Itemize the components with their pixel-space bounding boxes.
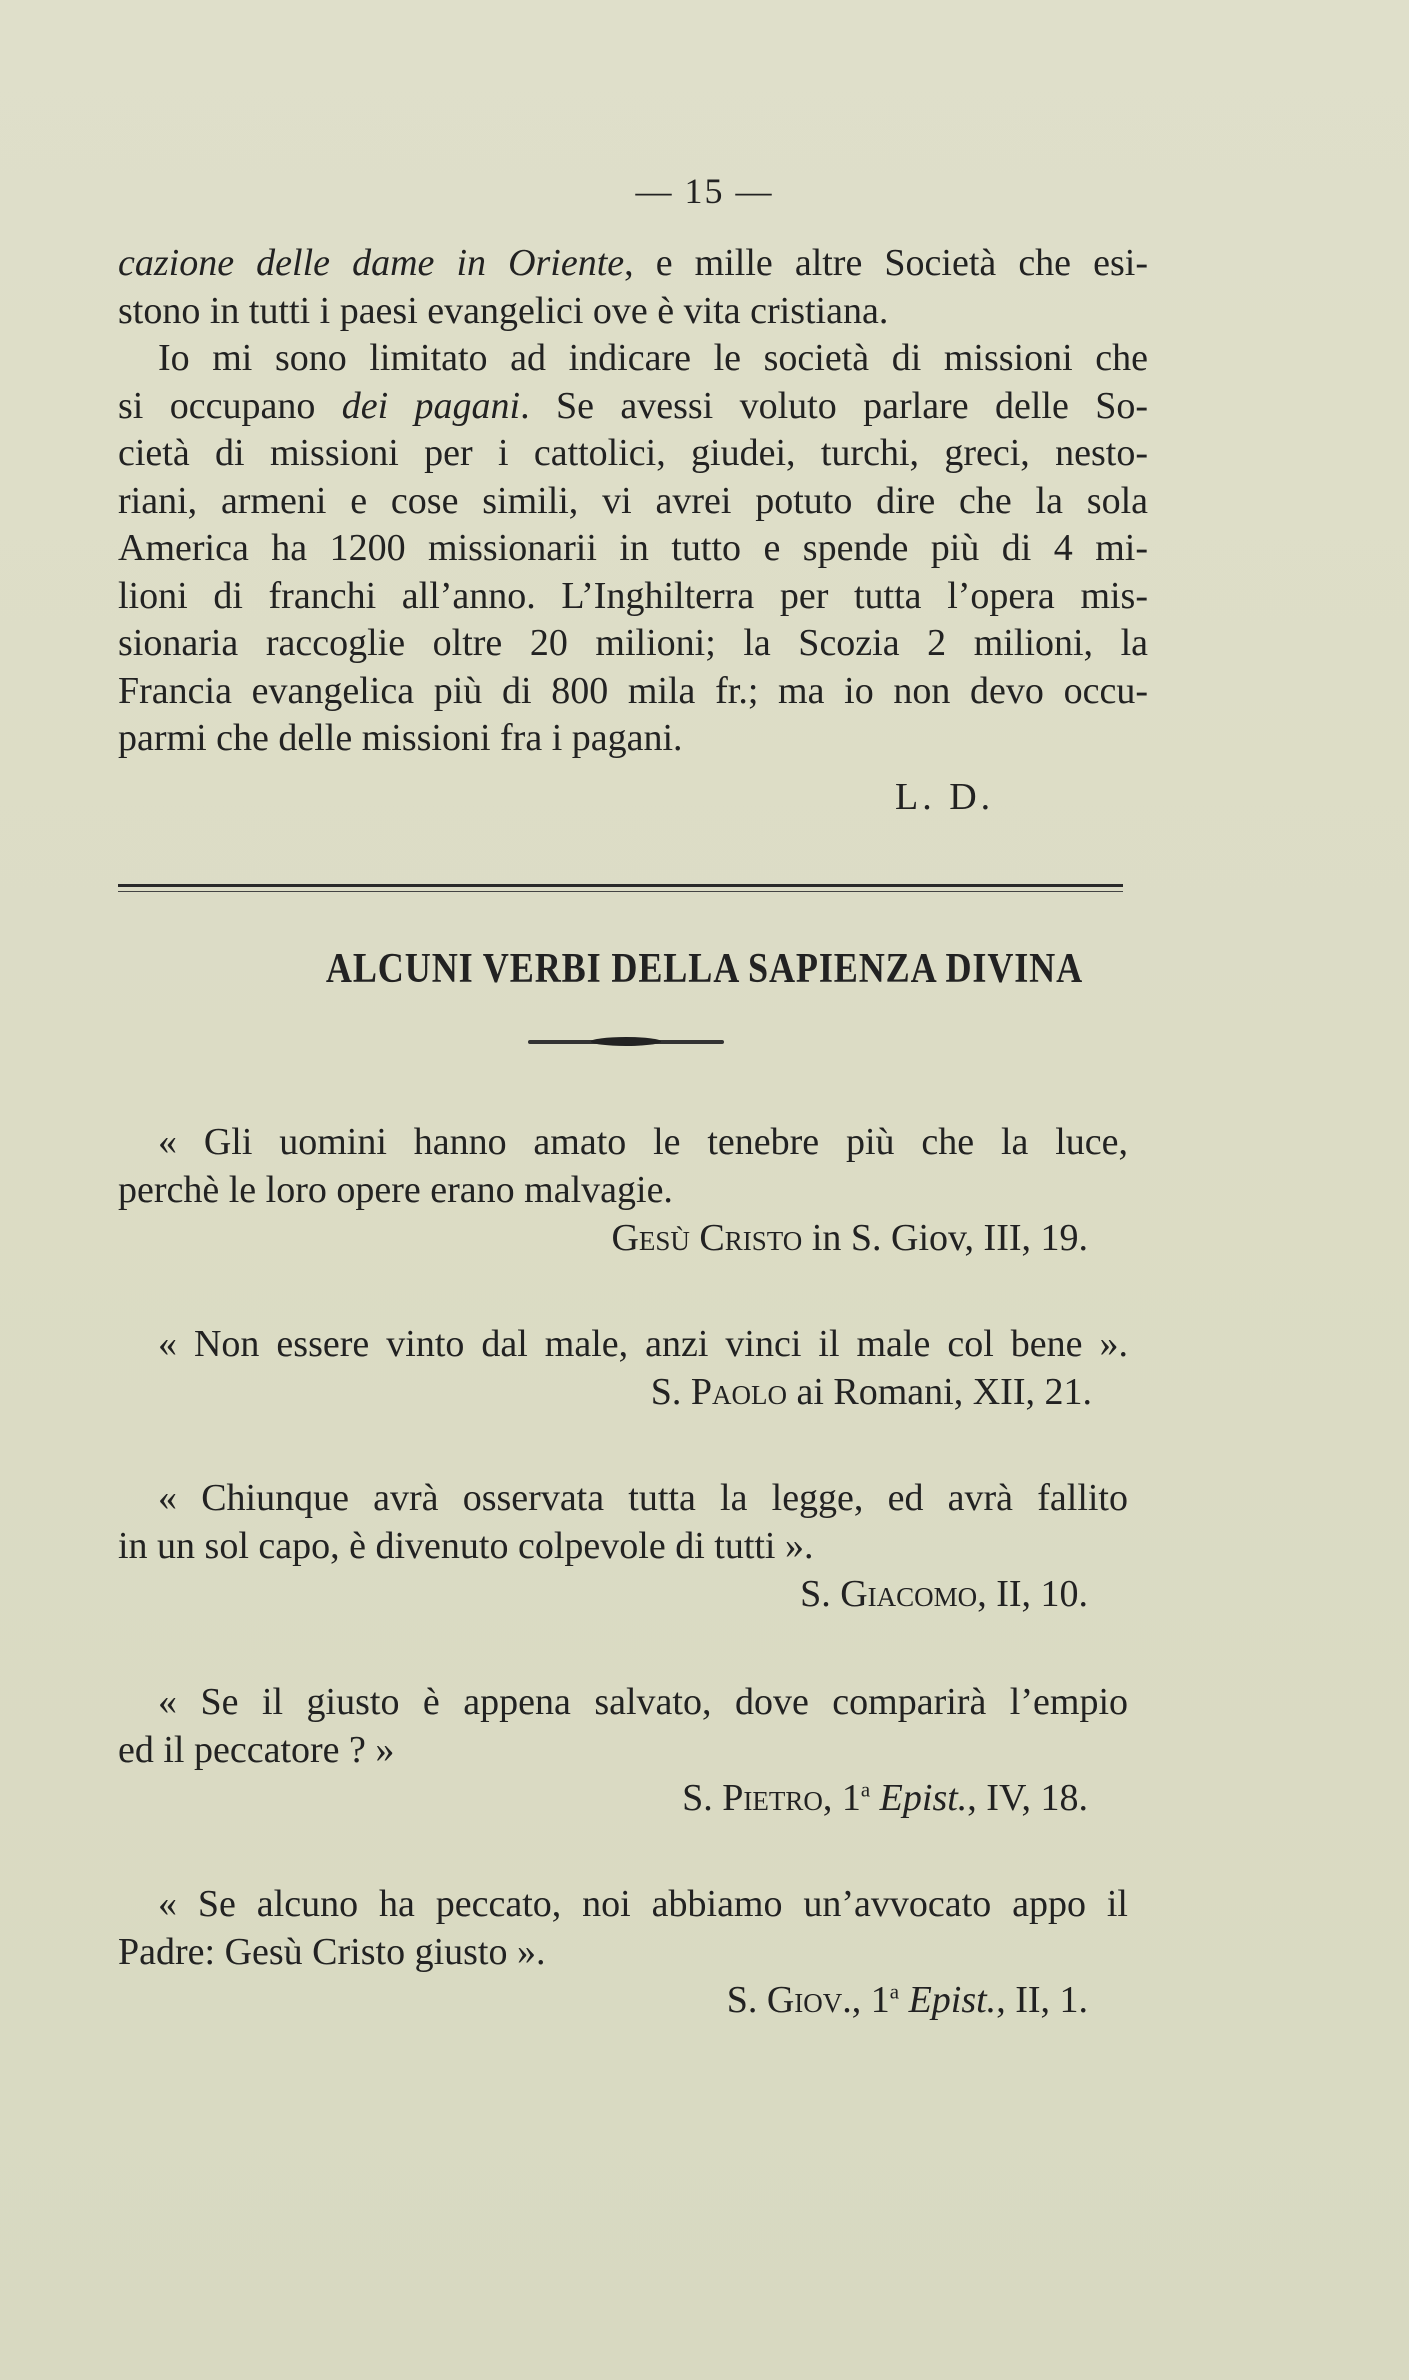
quote-1-ref: in S. Giov, III, 19. bbox=[802, 1217, 1088, 1259]
intro-line-2: stono in tutti i paesi evangelici ove è vita cristiana. bbox=[118, 289, 889, 332]
quote-1 bbox=[118, 1118, 1128, 1262]
intro-line-4-a: si occupano bbox=[118, 384, 342, 427]
quote-5-pre: , 1 bbox=[851, 1979, 890, 2021]
quote-4 bbox=[118, 1678, 1128, 1822]
quote-5 bbox=[118, 1880, 1128, 2024]
section-divider bbox=[118, 884, 1123, 892]
intro-line-4 bbox=[118, 383, 1148, 431]
quote-2 bbox=[118, 1320, 1128, 1416]
quote-5-line-2: Padre: Gesù Cristo giusto ». bbox=[118, 1931, 546, 1973]
quote-4-sup: a bbox=[860, 1777, 871, 1802]
quote-4-author: S. Pietro bbox=[682, 1777, 823, 1819]
quote-1-source bbox=[118, 1214, 1128, 1262]
quote-5-author: S. Giov. bbox=[726, 1979, 852, 2021]
quote-1-line-2: perchè le loro opere erano malvagie. bbox=[118, 1169, 673, 1211]
intro-line-1-text: , e mille altre Società che esi- bbox=[624, 242, 1148, 284]
intro-line-10: Francia evangelica più di 800 mila fr.; ma io non devo occu- bbox=[118, 669, 1148, 712]
quote-3-line-2: in un sol capo, è divenuto colpevole di tutti ». bbox=[118, 1525, 814, 1567]
quote-4-ref: , IV, 18. bbox=[967, 1777, 1088, 1819]
page-number: — 15 — bbox=[635, 171, 774, 211]
quote-2-source bbox=[118, 1368, 1128, 1416]
intro-line-9: sionaria raccoglie oltre 20 milioni; la Scozia 2 milioni, la bbox=[118, 622, 1148, 664]
intro-line-4-italic: dei pagani bbox=[341, 384, 521, 427]
title-ornament bbox=[528, 1040, 724, 1044]
quote-2-ref: ai Romani, XII, 21. bbox=[786, 1371, 1092, 1413]
quote-4-pre: , 1 bbox=[822, 1777, 861, 1819]
quote-1-author: Gesù Cristo bbox=[611, 1217, 803, 1259]
intro-line-11: parmi che delle missioni fra i pagani. bbox=[118, 717, 683, 759]
quote-4-line-1: « Se il giusto è appena salvato, dove comparirà l’empio bbox=[158, 1681, 1128, 1723]
intro-line-7: America ha 1200 missionarii in tutto e spende più di 4 mi- bbox=[118, 527, 1148, 569]
quote-1-line-1: « Gli uomini hanno amato le tenebre più che la luce, bbox=[158, 1121, 1128, 1163]
intro-line-6: riani, armeni e cose simili, vi avrei potuto dire che la sola bbox=[118, 479, 1148, 522]
quote-3-author: S. Giacomo bbox=[800, 1573, 978, 1615]
quote-5-epist: Epist. bbox=[899, 1979, 997, 2021]
quote-2-line-1: « Non essere vinto dal male, anzi vinci il male col bene ». bbox=[158, 1323, 1128, 1365]
quote-4-source bbox=[118, 1774, 1128, 1822]
quote-4-epist: Epist. bbox=[870, 1777, 968, 1819]
quote-5-sup: a bbox=[889, 1979, 900, 2004]
section-title: ALCUNI VERBI DELLA SAPIENZA DIVINA bbox=[325, 946, 1084, 992]
quote-3-source bbox=[118, 1570, 1128, 1618]
quote-5-source bbox=[118, 1976, 1128, 2024]
quote-4-line-2: ed il peccatore ? » bbox=[118, 1729, 395, 1771]
quote-5-line-1: « Se alcuno ha peccato, noi abbiamo un’avvocato appo il bbox=[158, 1883, 1128, 1925]
quote-3 bbox=[118, 1474, 1128, 1618]
author-signature: L. D. bbox=[895, 776, 995, 818]
intro-line-4-b: . Se avessi voluto parlare delle So- bbox=[520, 384, 1148, 427]
quote-2-author: S. Paolo bbox=[650, 1371, 787, 1413]
intro-paragraph bbox=[118, 240, 1148, 763]
quote-3-ref: , II, 10. bbox=[977, 1573, 1088, 1615]
intro-line-1 bbox=[118, 240, 1148, 288]
intro-line-5: cietà di missioni per i cattolici, giudei, turchi, greci, nesto- bbox=[118, 432, 1148, 474]
quote-3-line-1: « Chiunque avrà osservata tutta la legge, ed avrà fallito bbox=[158, 1477, 1128, 1519]
intro-line-8: lioni di franchi all’anno. L’Inghilterra per tutta l’opera mis- bbox=[118, 574, 1148, 617]
italic-title: cazione delle dame in Oriente bbox=[118, 242, 625, 284]
intro-line-3: Io mi sono limitato ad indicare le società di missioni che bbox=[158, 337, 1148, 379]
quote-5-ref: , II, 1. bbox=[996, 1979, 1088, 2021]
